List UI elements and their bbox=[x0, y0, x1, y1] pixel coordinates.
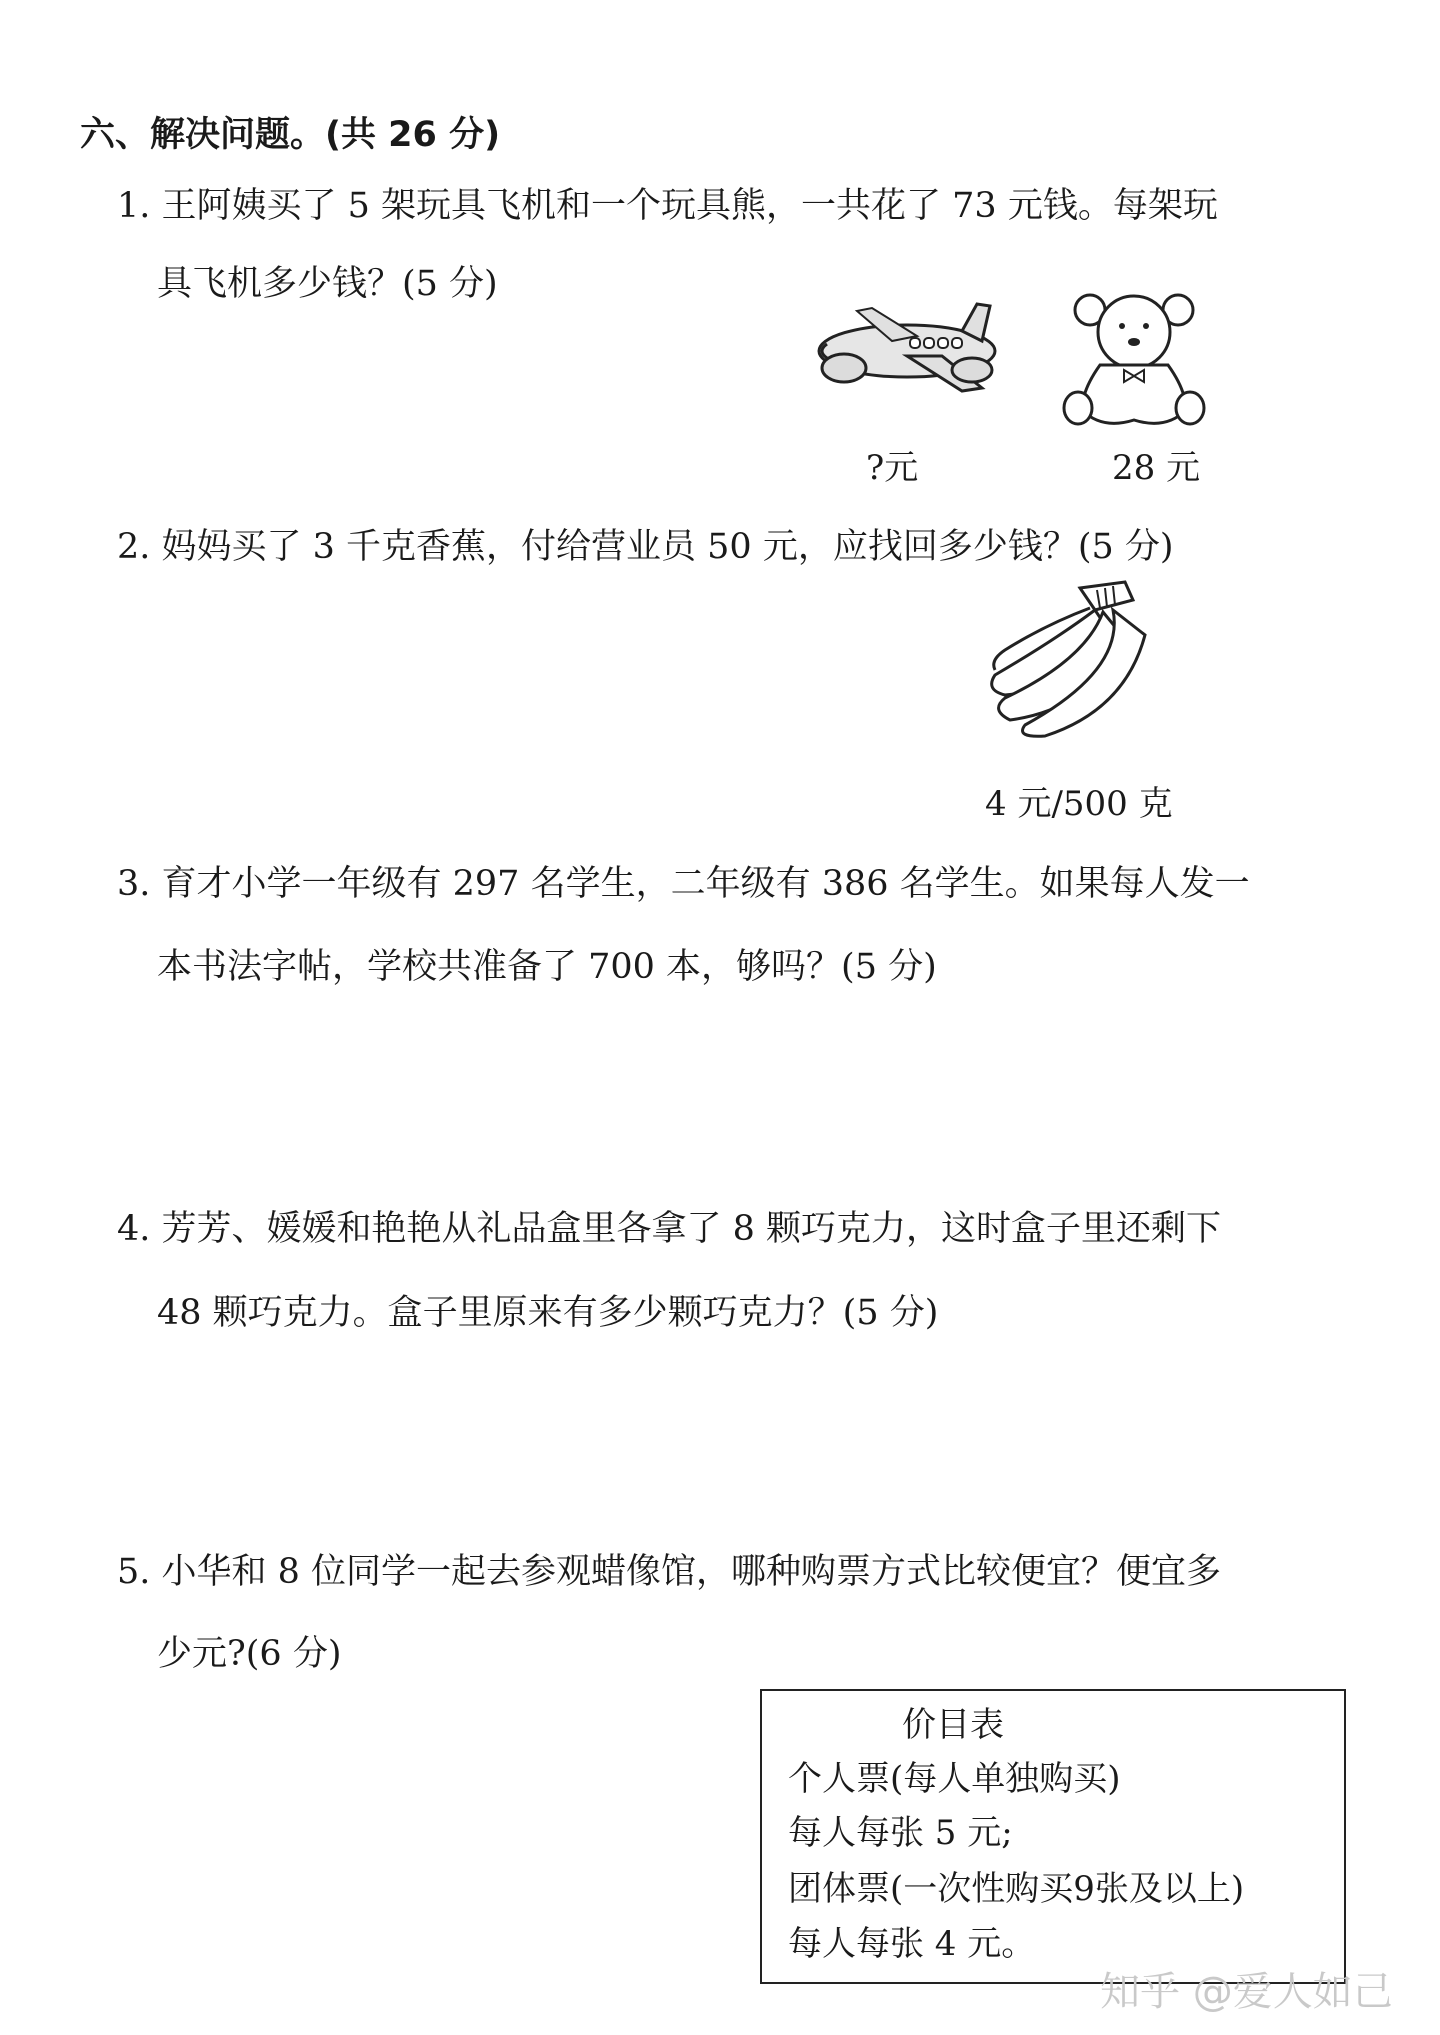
bear-price-caption: 28 元 bbox=[1112, 448, 1201, 488]
banana-bunch-image bbox=[985, 580, 1155, 740]
problem-5-line-1: 5. 小华和 8 位同学一起去参观蜡像馆，哪种购票方式比较便宜？便宜多 bbox=[117, 1552, 1222, 1592]
watermark: 知乎 @爱人如己 bbox=[1100, 1969, 1393, 2015]
price-table-title: 价目表 bbox=[902, 1705, 1004, 1745]
price-table bbox=[760, 1689, 1346, 1984]
problem-4-line-1: 4. 芳芳、媛媛和艳艳从礼品盒里各拿了 8 颗巧克力，这时盒子里还剩下 bbox=[117, 1209, 1222, 1249]
plane-price-caption: ?元 bbox=[866, 448, 919, 488]
teddy-bear-image bbox=[1062, 290, 1207, 430]
problem-3-line-2: 本书法字帖，学校共准备了 700 本，够吗？(5 分) bbox=[157, 947, 937, 987]
problem-3-line-1: 3. 育才小学一年级有 297 名学生，二年级有 386 名学生。如果每人发一 bbox=[117, 864, 1250, 904]
problem-1-line-2: 具飞机多少钱？(5 分) bbox=[157, 264, 498, 304]
problem-5-line-2: 少元?(6 分) bbox=[157, 1634, 342, 1674]
section-title: 六、解决问题。(共 26 分) bbox=[80, 115, 501, 155]
problem-4-line-2: 48 颗巧克力。盒子里原来有多少颗巧克力？(5 分) bbox=[157, 1293, 939, 1333]
price-table-line-1: 个人票(每人单独购买) bbox=[788, 1759, 1121, 1799]
problem-2-line-1: 2. 妈妈买了 3 千克香蕉，付给营业员 50 元，应找回多少钱？(5 分) bbox=[117, 527, 1174, 567]
banana-price-caption: 4 元/500 克 bbox=[985, 784, 1173, 824]
price-table-line-3: 团体票(一次性购买9张及以上) bbox=[788, 1869, 1245, 1909]
toy-plane-image bbox=[812, 296, 1012, 406]
problem-1-line-1: 1. 王阿姨买了 5 架玩具飞机和一个玩具熊，一共花了 73 元钱。每架玩 bbox=[117, 186, 1218, 226]
price-table-line-2: 每人每张 5 元; bbox=[788, 1813, 1013, 1853]
price-table-line-4: 每人每张 4 元。 bbox=[788, 1924, 1036, 1964]
